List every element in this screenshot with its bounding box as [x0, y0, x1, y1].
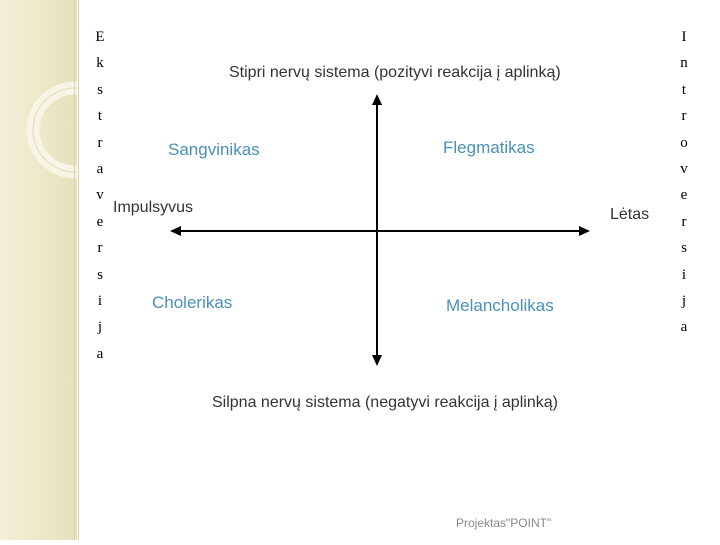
vertical-letter: s [97, 81, 103, 98]
vertical-letter: t [681, 81, 687, 98]
impulsive-label: Impulsyvus [113, 199, 194, 216]
strong-nervous-system-label: Stipri nervų sistema (pozityvi reakcija į aplinką) [229, 64, 561, 81]
vertical-letter: v [680, 160, 688, 177]
vertical-letter: j [681, 292, 687, 309]
vertical-letter: a [680, 319, 688, 336]
vertical-letter: E [95, 29, 105, 45]
vertical-letter: e [680, 187, 688, 204]
vertical-letter: s [97, 266, 103, 283]
slow-label: Lėtas [610, 206, 650, 223]
vertical-letter: k [96, 55, 104, 72]
vertical-letter: i [681, 266, 687, 283]
vertical-letter: o [680, 134, 688, 151]
vertical-letter: s [681, 240, 687, 257]
vertical-letter: i [97, 292, 103, 309]
quadrant-melancholic: Melancholikas [446, 296, 554, 315]
vertical-letter: n [680, 55, 688, 72]
quadrant-phlegmatic: Flegmatikas [443, 138, 535, 157]
vertical-letter: r [97, 134, 103, 151]
vertical-letter: a [96, 345, 104, 362]
vertical-letter: r [681, 213, 687, 230]
vertical-letter: j [97, 319, 103, 336]
vertical-letter: a [96, 160, 104, 177]
vertical-letter: r [681, 108, 687, 125]
vertical-letter: e [96, 213, 104, 230]
right-arrowhead [579, 226, 590, 236]
vertical-letter: I [681, 29, 687, 45]
vertical-letter: r [97, 240, 103, 257]
quadrant-sanguine: Sangvinikas [168, 140, 260, 159]
vertical-letter: v [96, 187, 104, 204]
weak-nervous-system-label: Silpna nervų sistema (negatyvi reakcija į aplinką) [212, 394, 558, 411]
quadrant-choleric: Cholerikas [152, 293, 233, 312]
left-arrowhead [170, 226, 181, 236]
top-arrowhead [372, 94, 382, 105]
footer-project-label: Projektas"POINT" [456, 516, 552, 530]
vertical-letter: t [97, 108, 103, 125]
bottom-arrowhead [372, 355, 382, 366]
